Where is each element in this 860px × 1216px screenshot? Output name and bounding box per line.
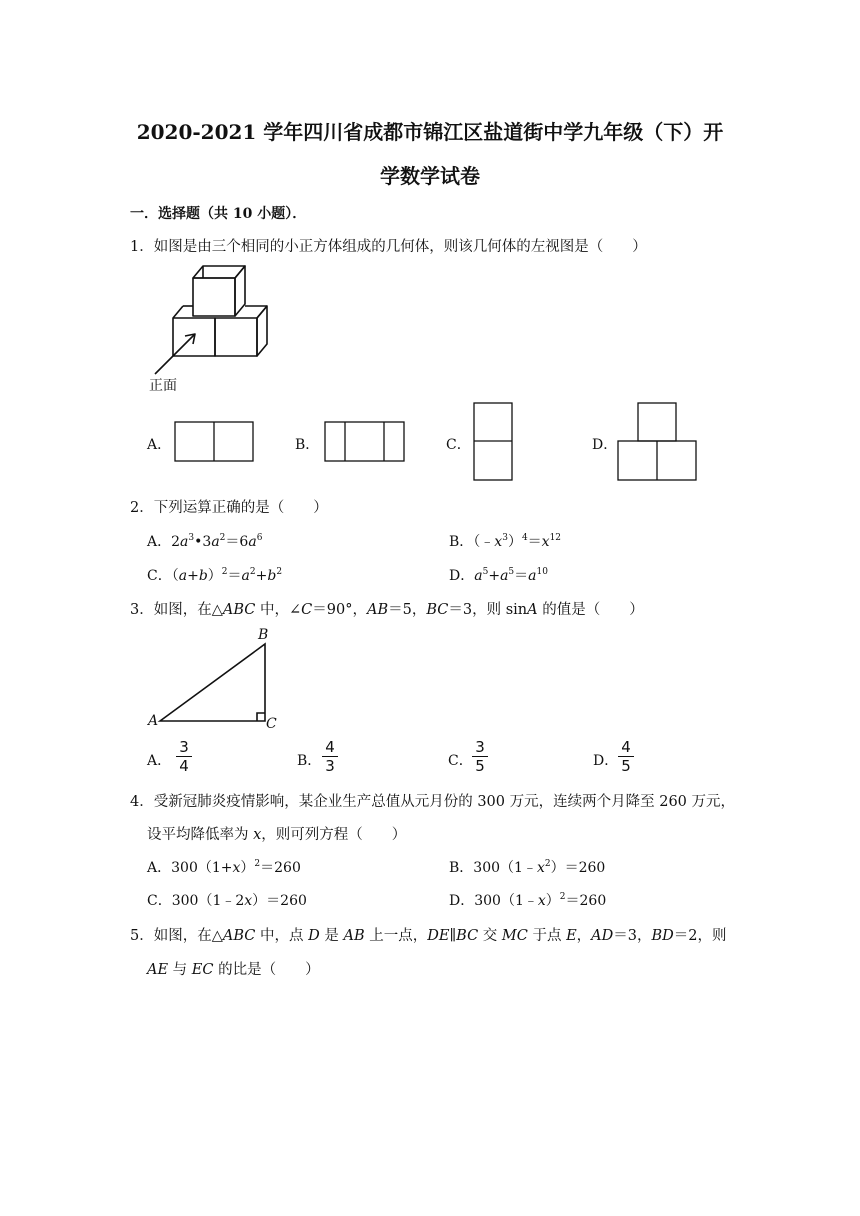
q1-option-c-label: C． [446,437,471,453]
q3-option-b-label: B． [297,753,322,769]
vertex-a-label: A [148,713,159,729]
q1-option-b-label: B． [295,437,320,453]
front-label: 正面 [149,378,177,394]
question-3-text: 3．如图，在△ABC 中，∠C＝90°，AB＝5，BC＝3，则 sinA 的值是（ ） [130,602,644,618]
q1-cube-figure [145,262,275,397]
q3-option-d-label: D． [593,753,619,769]
question-4-line1: 4．受新冠肺炎疫情影响，某企业生产总值从元月份的 300 万元，连续两个月降至 260 万元， [130,794,736,810]
question-1-text: 1．如图是由三个相同的小正方体组成的几何体，则该几何体的左视图是（ ） [130,239,647,255]
q1-option-d-label: D． [592,437,618,453]
question-5-line2: AE 与 EC 的比是（ ） [147,962,320,978]
q3-option-a-label: A． [147,753,172,769]
q3-option-c-fraction: $\frac{3}{5}$ [472,739,488,775]
paper-title-line2: 学数学试卷 [380,164,480,188]
question-5-line1: 5．如图，在△ABC 中，点 D 是 AB 上一点，DE∥BC 交 MC 于点 E，AD＝3，BD＝2，则 [130,928,727,944]
section-heading: 一．选择题（共 10 小题）． [130,206,307,222]
q4-option-d: D．300（1﹣x）$^2$＝260 [449,892,607,909]
question-2-text: 2．下列运算正确的是（ ） [130,500,328,516]
q2-option-b: B．$(﹣x^3)^4=x^{12}$ [449,533,562,550]
q1-option-d-figure [617,402,699,482]
q1-option-c-figure [473,402,515,482]
q2-option-a: A．$2a^3•3a^2=6a^6$ [147,533,263,550]
q4-option-a: A．$300(1+x)^2=260$ [147,859,301,876]
q3-triangle-figure [148,624,288,734]
q3-option-b-fraction: $\frac{4}{3}$ [322,739,338,775]
q3-option-c-label: C． [448,753,473,769]
q1-option-a-figure [174,421,256,463]
q4-option-c: C．300（1﹣2x）＝260 [147,893,307,909]
q1-option-b-figure [324,421,406,463]
vertex-c-label: C [266,716,277,732]
question-4-line2: 设平均降低率为 x，则可列方程（ ） [147,827,407,843]
q2-option-c: C．$(a+b)^2=a^2+b^2$ [147,567,283,584]
q4-option-b: B．$300(1﹣x^2)=260$ [449,859,606,876]
vertex-b-label: B [258,627,269,643]
q3-option-a-fraction: $\frac{3}{4}$ [176,739,192,775]
q2-option-d: D．$a^5+a^5=a^{10}$ [449,567,548,584]
paper-title-line1: 2020-2021 学年四川省成都市锦江区盐道街中学九年级（下）开 [136,120,724,144]
q3-option-d-fraction: $\frac{4}{5}$ [618,739,634,775]
q1-option-a-label: A． [147,437,172,453]
